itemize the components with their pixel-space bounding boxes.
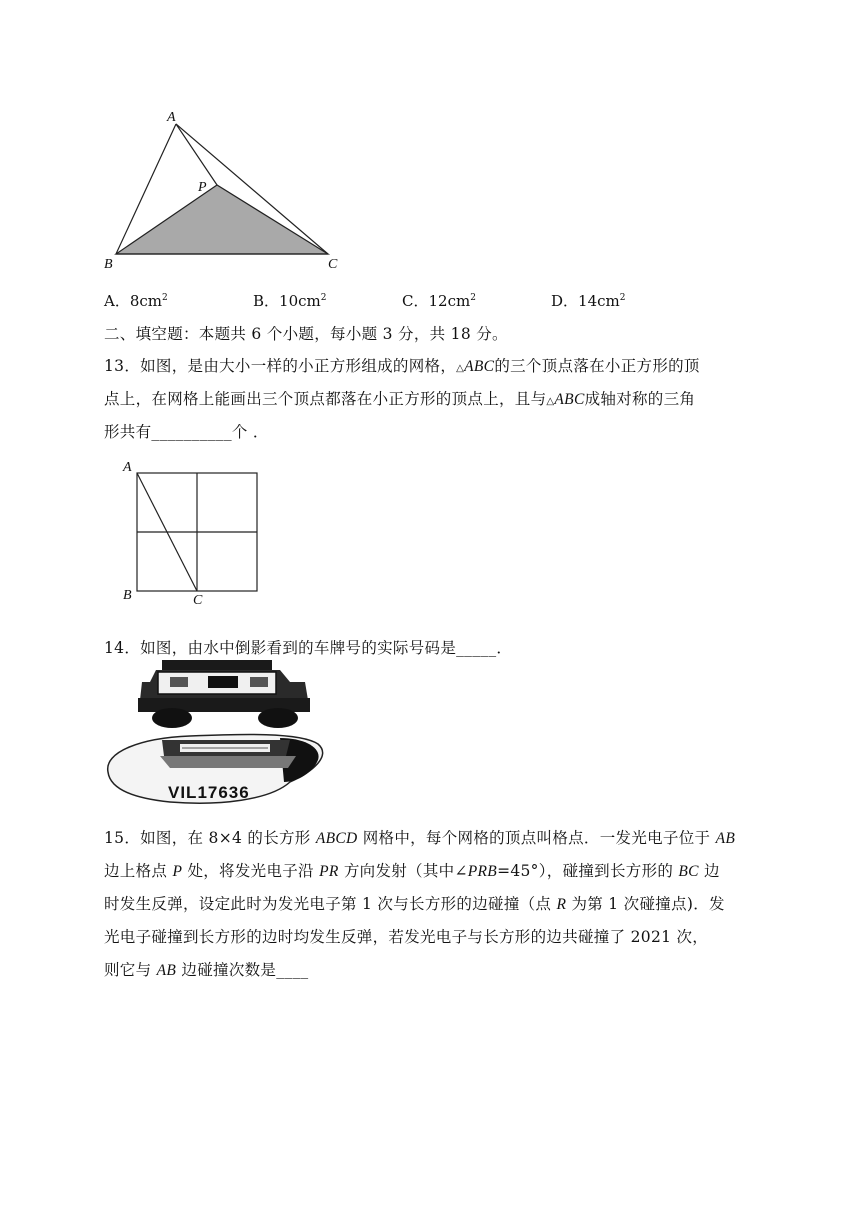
label-c-fig1: C	[328, 257, 338, 272]
grid-figure	[130, 466, 265, 601]
option-b	[253, 290, 326, 311]
q15-italic: P	[172, 863, 183, 880]
option-d	[551, 290, 625, 311]
triangle-symbol: △	[546, 396, 555, 407]
answer-blank: __________	[151, 423, 232, 441]
q13-text: 13．如图，是由大小一样的小正方形组成的网格，	[104, 357, 457, 375]
q15-line3	[104, 892, 725, 914]
option-c-exp: 2	[470, 293, 476, 303]
label-c-fig2: C	[193, 593, 203, 608]
q13-text: 点上，在网格上能画出三个顶点都落在小正方形的顶点上，且与	[104, 390, 547, 408]
q13-text: 成轴对称的三角	[584, 390, 696, 408]
option-b-value: 10cm	[279, 292, 321, 310]
q15-text: 则它与	[104, 961, 157, 979]
shaded-triangle-pbc	[116, 185, 328, 254]
option-a	[104, 290, 168, 311]
q15-text: 边上格点	[104, 862, 173, 880]
reflection-plate-text: VIL17636	[168, 783, 250, 802]
triangle-figure	[100, 108, 350, 278]
q13-line2	[104, 387, 695, 409]
option-a-value: 8cm	[129, 292, 163, 310]
option-a-letter: A．	[104, 292, 130, 310]
q15-italic: AB	[156, 962, 177, 979]
abc-label: ABC	[554, 391, 585, 408]
label-a-fig2: A	[123, 460, 132, 475]
q13-text: 个 ．	[231, 423, 269, 441]
q15-line2	[104, 859, 720, 881]
option-c-value: 12cm	[428, 292, 471, 310]
q15-text: 时发生反弹，设定此时为发光电子第 1 次与长方形的边碰撞（点	[104, 895, 557, 913]
option-a-exp: 2	[162, 293, 168, 303]
q13-text: 形共有	[104, 423, 152, 441]
q15-italic: ABCD	[315, 830, 358, 847]
q15-line4: 光电子碰撞到长方形的边时均发生反弹，若发光电子与长方形的边共碰撞了 2021 次，	[104, 928, 709, 946]
option-c-letter: C．	[402, 292, 429, 310]
option-b-letter: B．	[253, 292, 280, 310]
q15-italic: BC	[678, 863, 699, 880]
option-d-value: 14cm	[578, 292, 620, 310]
q15-italic: PR	[319, 863, 339, 880]
section-heading: 二、填空题：本题共 6 个小题，每小题 3 分，共 18 分。	[104, 325, 508, 343]
q15-text: 网格中，每个网格的顶点叫格点．一发光电子位于	[357, 829, 716, 847]
q15-text: 方向发射（其中∠	[338, 862, 468, 880]
q14-text: 14．如图，由水中倒影看到的车牌号的实际号码是_____．	[104, 639, 513, 657]
q15-text: =45°），碰撞到长方形的	[497, 862, 679, 880]
option-d-exp: 2	[619, 293, 626, 303]
label-b-fig1: B	[104, 257, 113, 272]
triangle-symbol: △	[456, 363, 465, 374]
option-c	[402, 290, 476, 311]
q13-text: 的三个顶点落在小正方形的顶	[494, 357, 700, 375]
q15-italic: AB	[715, 830, 736, 847]
option-b-exp: 2	[320, 293, 327, 303]
abc-label: ABC	[464, 358, 495, 375]
car-reflection-image	[100, 660, 330, 810]
label-p-fig1: P	[198, 180, 207, 195]
q15-line1	[104, 826, 735, 848]
q15-line5	[104, 958, 308, 980]
label-a-fig1: A	[167, 110, 176, 125]
q15-text: 边碰撞次数是____	[176, 961, 309, 979]
q15-text: 15．如图，在 8×4 的长方形	[104, 829, 316, 847]
q15-italic: PRB	[467, 863, 498, 880]
q15-italic: R	[556, 896, 567, 913]
q15-text: 边	[698, 862, 720, 880]
label-b-fig2: B	[123, 588, 132, 603]
q13-line3	[104, 420, 269, 442]
q15-text: 为第 1 次碰撞点)．发	[566, 895, 725, 913]
q15-text: 处，将发光电子沿	[182, 862, 320, 880]
q13-line1	[104, 354, 700, 376]
option-d-letter: D．	[551, 292, 579, 310]
